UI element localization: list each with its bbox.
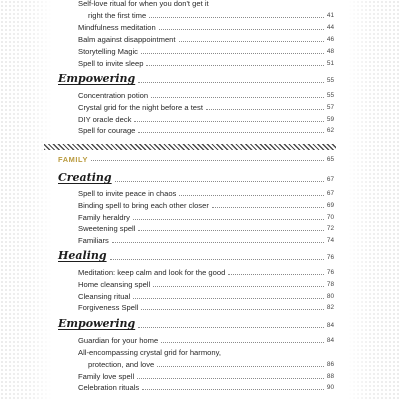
chapter-heading-family[interactable]	[58, 155, 334, 164]
toc-entry-text: Balm against disappointment	[78, 35, 176, 44]
toc-entry-text: Spell to invite sleep	[78, 59, 144, 68]
toc-entry-text: Guardian for your home	[78, 336, 159, 345]
toc-page-number: 69	[326, 202, 334, 209]
toc-entry[interactable]	[78, 236, 334, 245]
toc-entry[interactable]	[78, 280, 334, 289]
dot-leader	[138, 82, 324, 83]
toc-entry-text: Familiars	[78, 236, 109, 245]
dot-leader	[115, 181, 324, 182]
dot-leader	[149, 17, 324, 18]
dot-leader	[179, 195, 324, 196]
toc-page-number: 84	[326, 322, 334, 329]
dot-leader	[142, 389, 324, 390]
dot-leader	[161, 342, 324, 343]
dot-leader	[159, 29, 324, 30]
dot-leader	[153, 286, 324, 287]
toc-page-number: 67	[326, 190, 334, 197]
toc-page-number: 62	[326, 127, 334, 134]
toc-entry[interactable]	[88, 11, 334, 20]
toc-entry[interactable]	[78, 372, 334, 381]
dot-leader	[138, 327, 324, 328]
toc-entry[interactable]	[78, 303, 334, 312]
toc-page-number: 67	[326, 176, 334, 183]
dot-leader	[206, 109, 324, 110]
toc-entry-text: Spell for courage	[78, 126, 136, 135]
toc-entry-text: Concentration potion	[78, 91, 149, 100]
toc-entry-text: Cleansing ritual	[78, 292, 131, 301]
toc-page-number: 44	[326, 24, 334, 31]
toc-entry-text: Sweetening spell	[78, 224, 136, 233]
toc-entry-text: protection, and love	[88, 360, 155, 369]
toc-entry-text: Storytelling Magic	[78, 47, 138, 56]
toc-entry-text: DIY oracle deck	[78, 115, 132, 124]
toc-entry-text: All-encompassing crystal grid for harmony,	[78, 348, 221, 357]
toc-page-number: 65	[326, 156, 334, 163]
toc-entry-text: Forgiveness Spell	[78, 303, 139, 312]
toc-entry[interactable]	[88, 360, 334, 369]
dot-leader	[112, 242, 324, 243]
toc-page-number: 86	[326, 361, 334, 368]
toc-entry[interactable]	[78, 268, 334, 277]
toc-page-number: 80	[326, 293, 334, 300]
toc-entry[interactable]	[78, 47, 334, 56]
toc-entry-text: Home cleansing spell	[78, 280, 151, 289]
toc-page-number: 88	[326, 373, 334, 380]
toc-entry-text: Family love spell	[78, 372, 135, 381]
table-of-contents	[58, 0, 336, 400]
section-heading-text: Empowering	[58, 317, 136, 330]
toc-page-number: 74	[326, 237, 334, 244]
toc-entry[interactable]	[78, 348, 278, 357]
toc-entry[interactable]	[78, 103, 334, 112]
toc-entry[interactable]	[78, 292, 334, 301]
toc-entry[interactable]	[78, 213, 334, 222]
toc-entry-text: Self-love ritual for when you don't get it	[78, 0, 209, 8]
dot-leader	[137, 378, 324, 379]
dot-leader	[212, 207, 324, 208]
dot-leader	[134, 121, 323, 122]
dot-leader	[146, 65, 323, 66]
toc-page-number: 76	[326, 254, 334, 261]
toc-entry-text: Meditation: keep calm and look for the good	[78, 268, 226, 277]
toc-entry-text: Celebration rituals	[78, 383, 140, 392]
dot-leader	[228, 274, 324, 275]
toc-entry-text: Spell to invite peace in chaos	[78, 189, 177, 198]
section-heading-healing[interactable]	[58, 250, 334, 262]
dot-leader	[151, 97, 324, 98]
toc-entry[interactable]	[78, 115, 334, 124]
toc-page-number: 84	[326, 337, 334, 344]
dot-leader	[179, 41, 324, 42]
toc-entry[interactable]	[78, 0, 278, 8]
toc-entry[interactable]	[78, 383, 334, 392]
section-heading-creating[interactable]	[58, 172, 334, 184]
dot-leader	[133, 298, 324, 299]
section-heading-text: Empowering	[58, 72, 136, 85]
toc-entry-text: Crystal grid for the night before a test	[78, 103, 203, 112]
toc-page-number: 90	[326, 384, 334, 391]
halftone-fade-left	[0, 0, 52, 400]
dot-leader	[157, 366, 324, 367]
toc-entry-text: right the first time	[88, 11, 147, 20]
section-heading-empowering[interactable]	[58, 73, 334, 85]
toc-entry[interactable]	[78, 201, 334, 210]
chapter-title: FAMILY	[58, 155, 89, 164]
toc-page-number: 57	[326, 104, 334, 111]
toc-page-number: 78	[326, 281, 334, 288]
toc-entry[interactable]	[78, 224, 334, 233]
toc-page-number: 55	[326, 77, 334, 84]
halftone-fade-right	[348, 0, 400, 400]
toc-entry-text: Family heraldry	[78, 213, 130, 222]
toc-entry-text: Binding spell to bring each other closer	[78, 201, 209, 210]
toc-page-number: 48	[326, 48, 334, 55]
toc-page-number: 72	[326, 225, 334, 232]
dot-leader	[138, 230, 323, 231]
dot-leader	[91, 160, 324, 161]
section-heading-text: Healing	[58, 249, 107, 262]
dot-leader	[138, 132, 323, 133]
dot-leader	[141, 309, 324, 310]
dot-leader	[133, 219, 324, 220]
toc-page-number: 51	[326, 60, 334, 67]
dot-leader	[110, 259, 324, 260]
toc-page-number: 70	[326, 214, 334, 221]
toc-page-number: 76	[326, 269, 334, 276]
toc-entry[interactable]	[78, 35, 334, 44]
toc-page-number: 46	[326, 36, 334, 43]
toc-page-number: 41	[326, 12, 334, 19]
section-heading-empowering[interactable]	[58, 318, 334, 330]
toc-entry[interactable]	[78, 336, 334, 345]
toc-entry[interactable]	[78, 126, 334, 135]
dot-leader	[141, 53, 324, 54]
toc-entry[interactable]	[78, 189, 334, 198]
toc-page-number: 55	[326, 92, 334, 99]
toc-entry[interactable]	[78, 91, 334, 100]
toc-entry[interactable]	[78, 59, 334, 68]
toc-entry-text: Mindfulness meditation	[78, 23, 156, 32]
section-heading-text: Creating	[58, 171, 112, 184]
toc-entry[interactable]	[78, 23, 334, 32]
toc-page-number: 82	[326, 304, 334, 311]
toc-page-number: 59	[326, 116, 334, 123]
